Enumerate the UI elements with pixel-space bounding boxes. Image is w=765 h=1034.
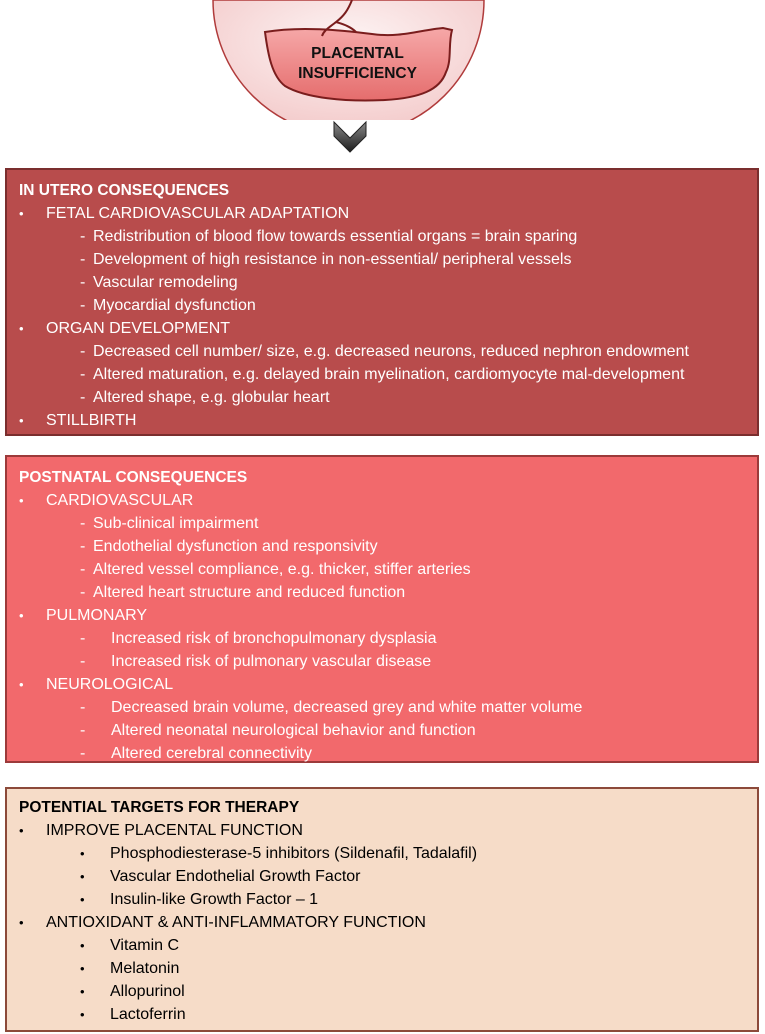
in-utero-title: IN UTERO CONSEQUENCES xyxy=(19,182,230,199)
postnatal-consequences-box xyxy=(5,455,759,763)
placenta-label-line1: PLACENTAL xyxy=(311,45,404,62)
group-label: ORGAN DEVELOPMENT xyxy=(46,320,231,337)
postnatal-title: POSTNATAL CONSEQUENCES xyxy=(19,469,248,486)
list-item: • Allopurinol xyxy=(46,980,745,1003)
list-item: - Increased risk of bronchopulmonary dysplasia xyxy=(46,627,745,650)
list-item: - Vascular remodeling xyxy=(46,271,745,294)
therapy-list xyxy=(19,819,745,1026)
group-label: CARDIOVASCULAR xyxy=(46,492,194,509)
therapy-title: POTENTIAL TARGETS FOR THERAPY xyxy=(19,799,300,816)
list-item: - Altered maturation, e.g. delayed brain myelination, cardiomyocyte mal-development xyxy=(46,363,745,386)
list-item: - Decreased cell number/ size, e.g. decreased neurons, reduced nephron endowment xyxy=(46,340,745,363)
group-label: NEUROLOGICAL xyxy=(46,676,174,693)
postnatal-group-cardiovascular xyxy=(19,489,745,604)
sub-list xyxy=(46,627,745,673)
placenta-label xyxy=(270,44,445,84)
group-label: ANTIOXIDANT & ANTI-INFLAMMATORY FUNCTION xyxy=(46,914,426,931)
list-item: - Altered heart structure and reduced function xyxy=(46,581,745,604)
in-utero-group-organ-development xyxy=(19,317,745,409)
list-item: • Vitamin C xyxy=(46,934,745,957)
list-item: - Endothelial dysfunction and responsivity xyxy=(46,535,745,558)
list-item: • Vascular Endothelial Growth Factor xyxy=(46,865,745,888)
in-utero-consequences-box xyxy=(5,168,759,436)
in-utero-list xyxy=(19,202,745,432)
list-item: - Development of high resistance in non-essential/ peripheral vessels xyxy=(46,248,745,271)
in-utero-group-stillbirth xyxy=(19,409,745,432)
sub-list xyxy=(46,842,745,911)
in-utero-group-cardiovascular xyxy=(19,202,745,317)
chevron-down-icon xyxy=(330,118,370,158)
group-label: IMPROVE PLACENTAL FUNCTION xyxy=(46,822,303,839)
therapy-group-antioxidant xyxy=(19,911,745,1026)
sub-list xyxy=(46,696,745,765)
list-item: • Insulin-like Growth Factor – 1 xyxy=(46,888,745,911)
therapy-targets-box xyxy=(5,787,759,1032)
list-item: - Altered cerebral connectivity xyxy=(46,742,745,765)
sub-list xyxy=(46,512,745,604)
list-item: • Lactoferrin xyxy=(46,1003,745,1026)
list-item: • Melatonin xyxy=(46,957,745,980)
group-label: FETAL CARDIOVASCULAR ADAPTATION xyxy=(46,205,350,222)
postnatal-list xyxy=(19,489,745,765)
list-item: - Altered vessel compliance, e.g. thicker, stiffer arteries xyxy=(46,558,745,581)
list-item: - Altered neonatal neurological behavior and function xyxy=(46,719,745,742)
sub-list xyxy=(46,225,745,317)
placenta-label-line2: INSUFFICIENCY xyxy=(298,65,417,82)
group-label: PULMONARY xyxy=(46,607,148,624)
list-item: - Decreased brain volume, decreased grey and white matter volume xyxy=(46,696,745,719)
sub-list xyxy=(46,934,745,1026)
list-item: - Altered shape, e.g. globular heart xyxy=(46,386,745,409)
postnatal-group-pulmonary xyxy=(19,604,745,673)
list-item: - Redistribution of blood flow towards essential organs = brain sparing xyxy=(46,225,745,248)
group-label: STILLBIRTH xyxy=(46,412,137,429)
list-item: - Sub-clinical impairment xyxy=(46,512,745,535)
sub-list xyxy=(46,340,745,409)
list-item: - Myocardial dysfunction xyxy=(46,294,745,317)
list-item: • Phosphodiesterase-5 inhibitors (Sildenafil, Tadalafil) xyxy=(46,842,745,865)
postnatal-group-neurological xyxy=(19,673,745,765)
list-item: - Increased risk of pulmonary vascular disease xyxy=(46,650,745,673)
therapy-group-placental-function xyxy=(19,819,745,911)
